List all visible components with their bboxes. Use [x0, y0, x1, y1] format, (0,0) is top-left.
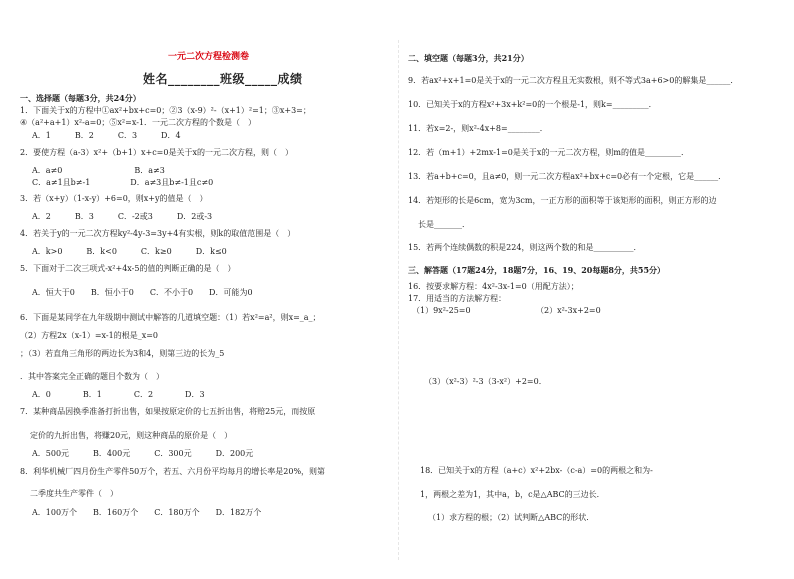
- question-6-options: A．0 B．1 C．2 D．3: [32, 390, 205, 399]
- question-15: 15．若两个连续偶数的积是224，则这两个数的和是__________．: [408, 243, 642, 252]
- question-1: 1．下面关于x的方程中①ax²+bx+c=0；②3（x-9）²-（x+1）²=1；③x+3=；: [20, 106, 311, 115]
- question-8-options: A．100万个 B．160万个 C．180万个 D．182万个: [32, 508, 262, 517]
- question-17-part1: （1）9x²-25=0: [412, 306, 471, 315]
- question-12: 12．若（m+1）+2mx-1=0是关于x的一元二次方程，则m的值是_________．: [408, 148, 689, 157]
- section-choice-heading: 一、选择题（每题3分，共24分）: [20, 93, 141, 103]
- question-18: 18．已知关于x的方程（a+c）x²+2bx-（c-a）=0的两根之和为-: [420, 466, 653, 475]
- question-17-part3: （3）（x²-3）²-3（3-x²）+2=0．: [424, 377, 547, 386]
- question-6-end: ．其中答案完全正确的题目个数为（ ）: [20, 372, 164, 381]
- question-2-options-ab: A．a≠0 B．a≠3: [32, 166, 165, 175]
- question-7-options: A．500元 B．400元 C．300元 D．200元: [32, 449, 254, 458]
- question-14-cont: 长是_______．: [418, 220, 470, 229]
- question-7-cont: 定价的九折出售，将赚20元，则这种商品的原价是（ ）: [30, 431, 233, 440]
- question-17-part2: （2）x²-3x+2=0: [536, 306, 601, 315]
- question-4-options: A．k>0 B．k<0 C．k≥0 D．k≤0: [32, 247, 227, 256]
- question-10: 10．已知关于x的方程x²+3x+k²=0的一个根是-1，则k=_________．: [408, 100, 657, 109]
- question-8-cont: 二季度共生产零件（ ）: [30, 489, 118, 498]
- section-fill-heading: 二、填空题（每题3分，共21分）: [408, 53, 529, 63]
- question-1-options: A．1 B．2 C．3 D．4: [32, 131, 181, 140]
- question-13: 13．若a+b+c=0，且a≠0，则一元二次方程ax²+bx+c=0必有一个定根，它是______．: [408, 172, 727, 181]
- question-2: 2．要使方程（a-3）x²+（b+1）x+c=0是关于x的一元二次方程，则（ ）: [20, 148, 293, 157]
- question-3: 3．若（x+y）（1-x-y）+6=0，则x+y的值是（ ）: [20, 194, 208, 203]
- question-14: 14．若矩形的长是6cm，宽为3cm，一正方形的面积等于该矩形的面积，则正方形的边: [408, 196, 717, 205]
- question-16: 16．按要求解方程：4x²-3x-1=0（用配方法）；: [408, 282, 579, 291]
- question-3-options: A．2 B．3 C．-2或3 D．2或-3: [32, 212, 213, 221]
- question-18-subparts: （1）求方程的根；（2）试判断△ABC的形状．: [428, 513, 595, 522]
- exam-title: 一元二次方程检测卷: [168, 52, 250, 62]
- student-info-line: 姓名________班级_____成绩: [143, 72, 303, 86]
- question-11: 11．若x=2-，则x²-4x+8=________．: [408, 124, 548, 133]
- column-divider: [398, 40, 399, 560]
- question-17: 17．用适当的方法解方程：: [408, 294, 507, 303]
- question-4: 4．若关于y的一元二次方程ky²-4y-3=3y+4有实根，则k的取值范围是（ ）: [20, 229, 296, 238]
- question-2-options-cd: C．a≠1且b≠-1 D．a≠3且b≠-1且c≠0: [32, 178, 214, 187]
- question-1-cont: ④（a²+a+1）x²-a=0；⑤x²=x-1．一元二次方程的个数是（ ）: [20, 118, 256, 127]
- question-6-part3: ；（3）若直角三角形的两边长为3和4，则第三边的长为_5: [20, 349, 225, 358]
- question-18-cont: 1，两根之差为1，其中a，b，c是△ABC的三边长．: [420, 490, 605, 499]
- section-answer-heading: 三、解答题（17题24分，18题7分，16、19、20每题8分，共55分）: [408, 265, 666, 275]
- question-9: 9．若ax²+x+1=0是关于x的一元二次方程且无实数根，则不等式3a+6>0的解集是______．: [408, 76, 739, 85]
- question-5: 5．下面对于二次三项式-x²+4x-5的值的判断正确的是（ ）: [20, 264, 236, 273]
- question-5-options: A．恒大于0 B．恒小于0 C．不小于0 D．可能为0: [32, 288, 253, 297]
- question-6: 6．下面是某同学在九年级期中测试中解答的几道填空题：（1）若x²=a²，则x=_a_；: [20, 313, 321, 322]
- question-7: 7．某种商品因换季准备打折出售，如果按原定价的七五折出售，将赔25元，而按原: [20, 407, 316, 416]
- question-8: 8．利华机械厂四月份生产零件50万个，若五、六月份平均每月的增长率是20%，则第: [20, 467, 326, 476]
- question-6-part2: （2）方程2x（x-1）=x-1的根是_x=0: [20, 331, 159, 340]
